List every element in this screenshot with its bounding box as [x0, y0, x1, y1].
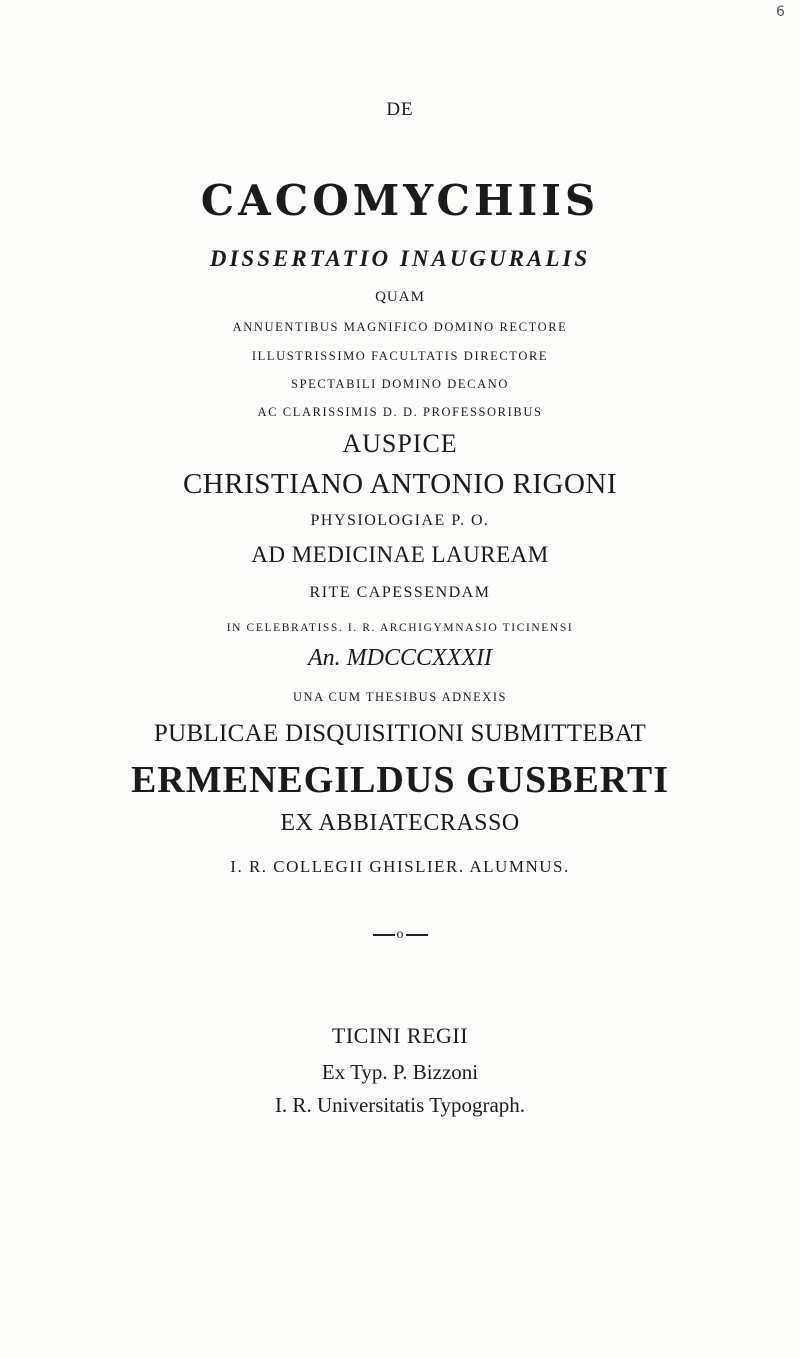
- theses-line: UNA CUM THESIBUS ADNEXIS: [293, 690, 507, 704]
- divider-ornament: o: [396, 927, 404, 942]
- auspice-line: AUSPICE: [342, 429, 458, 458]
- imprint-printer-title: I. R. Universitatis Typograph.: [274, 1093, 526, 1117]
- authority-line-4: AC CLARISSIMIS D. D. PROFESSORIBUS: [257, 405, 543, 419]
- divider-rule-left: [373, 934, 395, 936]
- patron-name: CHRISTIANO ANTONIO RIGONI: [182, 468, 618, 500]
- author-name: ERMENEGILDUS GUSBERTI: [130, 759, 670, 801]
- author-college: I. R. COLLEGII GHISLIER. ALUMNUS.: [230, 857, 570, 876]
- authority-line-2: ILLUSTRISSIMO FACULTATIS DIRECTORE: [251, 349, 549, 363]
- rite-line: RITE CAPESSENDAM: [309, 584, 491, 601]
- ornament-divider: [0, 928, 800, 942]
- submission-line: PUBLICAE DISQUISITIONI SUBMITTEBAT: [153, 720, 647, 747]
- imprint-printer: Ex Typ. P. Bizzoni: [321, 1060, 479, 1084]
- patron-title: PHYSIOLOGIAE P. O.: [310, 512, 490, 529]
- divider-rule-right: [406, 934, 428, 936]
- imprint-place: TICINI REGII: [331, 1023, 469, 1048]
- authority-line-1: ANNUENTIBUS MAGNIFICO DOMINO RECTORE: [232, 320, 568, 334]
- authority-line-3: SPECTABILI DOMINO DECANO: [291, 377, 509, 391]
- medicinae-line: AD MEDICINAE LAUREAM: [251, 542, 549, 567]
- dissertation-heading: DISSERTATIO INAUGURALIS: [209, 246, 591, 271]
- quam-line: QUAM: [375, 289, 425, 305]
- author-origin: EX ABBIATECRASSO: [280, 810, 520, 836]
- institution-line: IN CELEBRATISS. I. R. ARCHIGYMNASIO TICINENSI: [226, 622, 574, 634]
- year-line: An. MDCCCXXXII: [308, 645, 492, 671]
- corner-mark: 6: [776, 4, 785, 20]
- main-title: CACOMYCHIIS: [200, 176, 600, 225]
- preposition-de: DE: [386, 99, 414, 120]
